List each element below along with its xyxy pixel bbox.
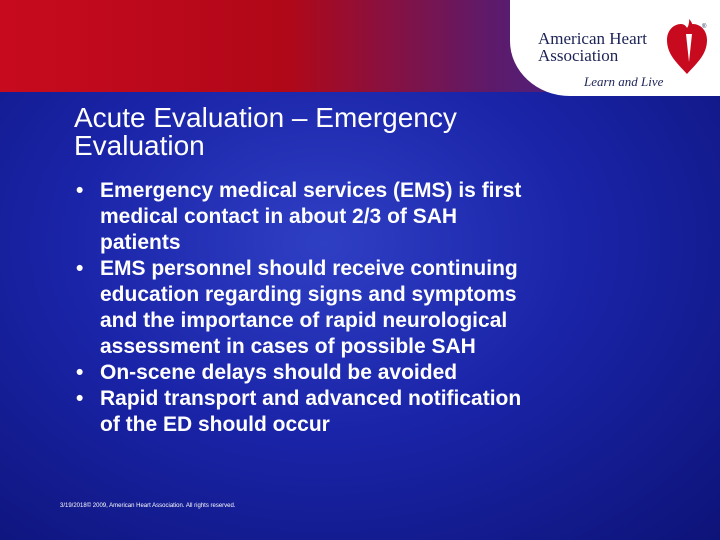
bullet-line: Emergency medical services (EMS) is first [100,179,522,202]
bullet-line: medical contact in about 2/3 of SAH [100,205,458,228]
bullet-line: education regarding signs and symptoms [100,283,517,306]
slide-title-line1: Acute Evaluation – Emergency [74,102,457,133]
bullet-line: and the importance of rapid neurological [100,309,508,332]
bullet-item [74,386,674,438]
bullet-dot: • [76,387,84,410]
bullet-item [74,178,674,256]
logo-name-line2: Association [538,46,619,65]
bullet-line: assessment in cases of possible SAH [100,335,476,358]
bullet-list [74,178,674,438]
footer-copyright: 3/19/2018© 2009, American Heart Association. All rights reserved. [60,503,236,509]
aha-logo [510,0,720,96]
bullet-line: Rapid transport and advanced notification [100,387,522,410]
bullet-line: EMS personnel should receive continuing [100,257,518,280]
logo-tagline: Learn and Live [584,74,664,89]
slide-title-line2: Evaluation [74,130,205,161]
bullet-dot: • [76,257,84,280]
bullet-item [74,360,674,386]
bullet-line: patients [100,231,181,254]
logo-name [538,30,647,64]
bullet-dot: • [76,179,84,202]
slide-title [74,104,674,160]
logo-name-line1: American Heart [538,29,648,48]
heart-torch-icon [666,18,708,76]
registered-mark: ® [702,24,707,30]
bullet-item [74,256,674,360]
bullet-line: of the ED should occur [100,413,330,436]
bullet-dot: • [76,361,84,384]
bullet-line: On-scene delays should be avoided [100,361,458,384]
